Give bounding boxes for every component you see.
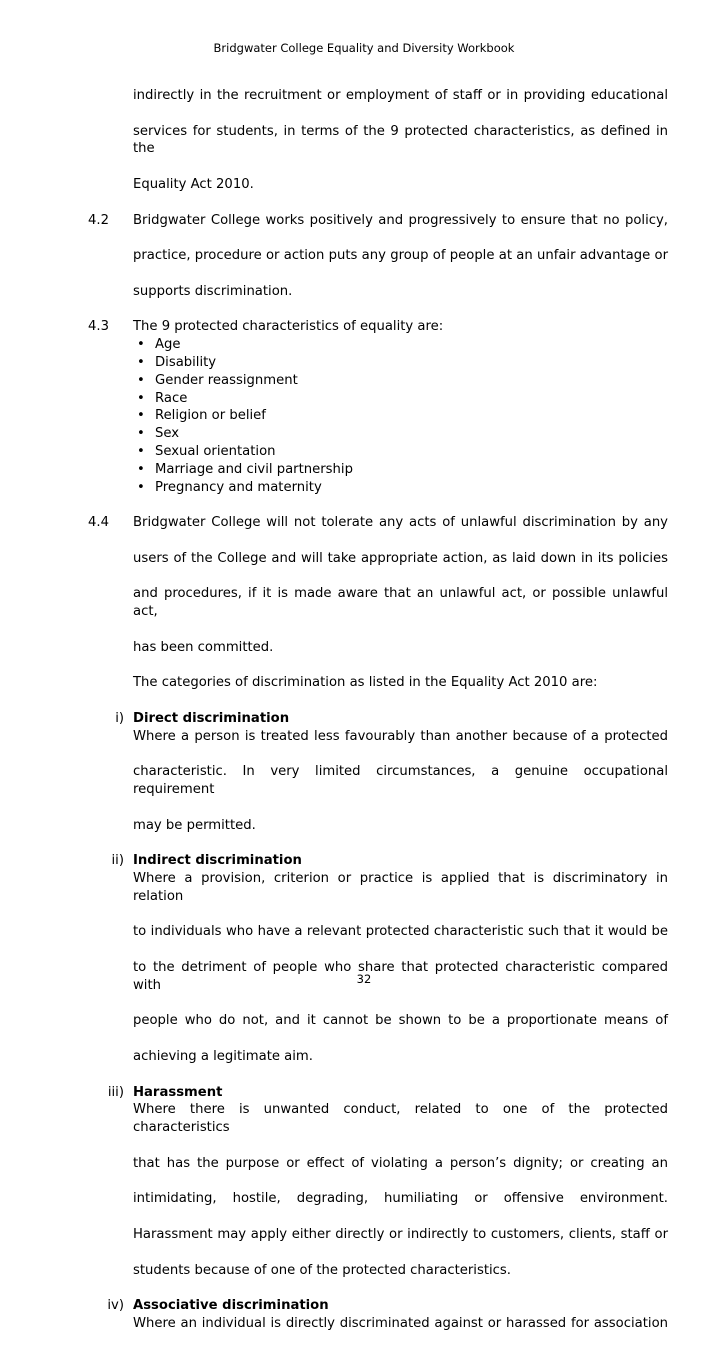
intro-paragraph bbox=[88, 87, 668, 194]
category-associative bbox=[88, 1297, 668, 1350]
category-title: Associative discrimination bbox=[133, 1298, 329, 1314]
section-number: 4.3 bbox=[88, 319, 109, 335]
page-number: 32 bbox=[356, 972, 372, 986]
text-line: that has the purpose or effect of violating a person’s dignity; or creating an bbox=[133, 1155, 668, 1171]
category-number: ii) bbox=[111, 853, 124, 869]
list-item: • Race bbox=[133, 390, 668, 408]
text-line: Where an individual is directly discriminated against or harassed for association bbox=[133, 1315, 668, 1331]
section-4-4 bbox=[88, 514, 668, 692]
text-line: may be permitted. bbox=[133, 817, 256, 833]
text-line: supports discrimination. bbox=[133, 283, 293, 299]
category-heading bbox=[88, 710, 668, 728]
category-title: Direct discrimination bbox=[133, 710, 290, 726]
text-line: Where a person is treated less favourably than another because of a protected bbox=[133, 728, 668, 744]
text-line: 4.2 Bridgwater College works positively and progressively to ensure that no policy, bbox=[88, 212, 668, 228]
list-item: • Gender reassignment bbox=[133, 372, 668, 390]
page-header: Bridgwater College Equality and Diversity Workbook bbox=[213, 41, 515, 55]
category-heading bbox=[88, 1084, 668, 1102]
text-line: Where there is unwanted conduct, related to one of the protected characteristics bbox=[133, 1102, 668, 1136]
text-line: to individuals who have a relevant protected characteristic such that it would be bbox=[133, 924, 668, 940]
text-line: Equality Act 2010. bbox=[133, 176, 254, 192]
text-line: 4.3 The 9 protected characteristics of equality are: bbox=[88, 319, 444, 335]
text-line: Where a provision, criterion or practice is applied that is discriminatory in relation bbox=[133, 871, 668, 904]
text-line: Harassment may apply either directly or indirectly to customers, clients, staff or bbox=[133, 1227, 668, 1242]
text-line: practice, procedure or action puts any group of people at an unfair advantage or bbox=[133, 248, 668, 264]
category-title: Indirect discrimination bbox=[133, 853, 302, 869]
category-direct bbox=[88, 710, 668, 835]
document-body bbox=[88, 87, 668, 1351]
category-title: Harassment bbox=[133, 1084, 223, 1100]
category-number: iii) bbox=[107, 1084, 124, 1100]
text-line: users of the College and will take appropriate action, as laid down in its policies bbox=[133, 550, 668, 566]
list-item: • Age bbox=[133, 336, 668, 354]
category-harassment bbox=[88, 1084, 668, 1280]
text-line: has been committed. bbox=[133, 639, 274, 655]
category-indirect bbox=[88, 852, 668, 1066]
text-line: The categories of discrimination as listed in the Equality Act 2010 are: bbox=[133, 675, 598, 691]
text-line: students because of one of the protected characteristics. bbox=[133, 1262, 511, 1278]
category-heading bbox=[88, 852, 668, 870]
list-item: • Pregnancy and maternity bbox=[133, 479, 668, 497]
list-item: • Sex bbox=[133, 425, 668, 443]
text-line: and procedures, if it is made aware that an unlawful act, or possible unlawful act, bbox=[133, 586, 668, 620]
text-line: to the detriment of people who share that protected characteristic compared with bbox=[133, 960, 668, 993]
category-heading bbox=[88, 1297, 668, 1315]
characteristics-list bbox=[88, 336, 668, 496]
section-number: 4.2 bbox=[88, 212, 109, 228]
category-number: i) bbox=[115, 710, 124, 726]
text-line: 4.4 Bridgwater College will not tolerate any acts of unlawful discrimination by any bbox=[88, 515, 668, 531]
text-line: achieving a legitimate aim. bbox=[133, 1049, 313, 1065]
category-number: iv) bbox=[107, 1298, 124, 1314]
list-item: • Marriage and civil partnership bbox=[133, 461, 668, 479]
text-line: people who do not, and it cannot be shown to be a proportionate means of bbox=[133, 1013, 668, 1029]
list-item: • Religion or belief bbox=[133, 407, 668, 425]
section-number: 4.4 bbox=[88, 515, 109, 531]
text-line: intimidating, hostile, degrading, humiliating or offensive environment. bbox=[133, 1191, 668, 1207]
text-line: characteristic. In very limited circumstances, a genuine occupational requirement bbox=[133, 764, 668, 798]
section-4-2 bbox=[88, 212, 668, 301]
section-4-3 bbox=[88, 318, 668, 496]
list-item: • Sexual orientation bbox=[133, 443, 668, 461]
list-item: • Disability bbox=[133, 354, 668, 372]
text-line: indirectly in the recruitment or employment of staff or in providing educational bbox=[133, 88, 668, 103]
text-line: services for students, in terms of the 9 protected characteristics, as defined in the bbox=[133, 123, 668, 157]
